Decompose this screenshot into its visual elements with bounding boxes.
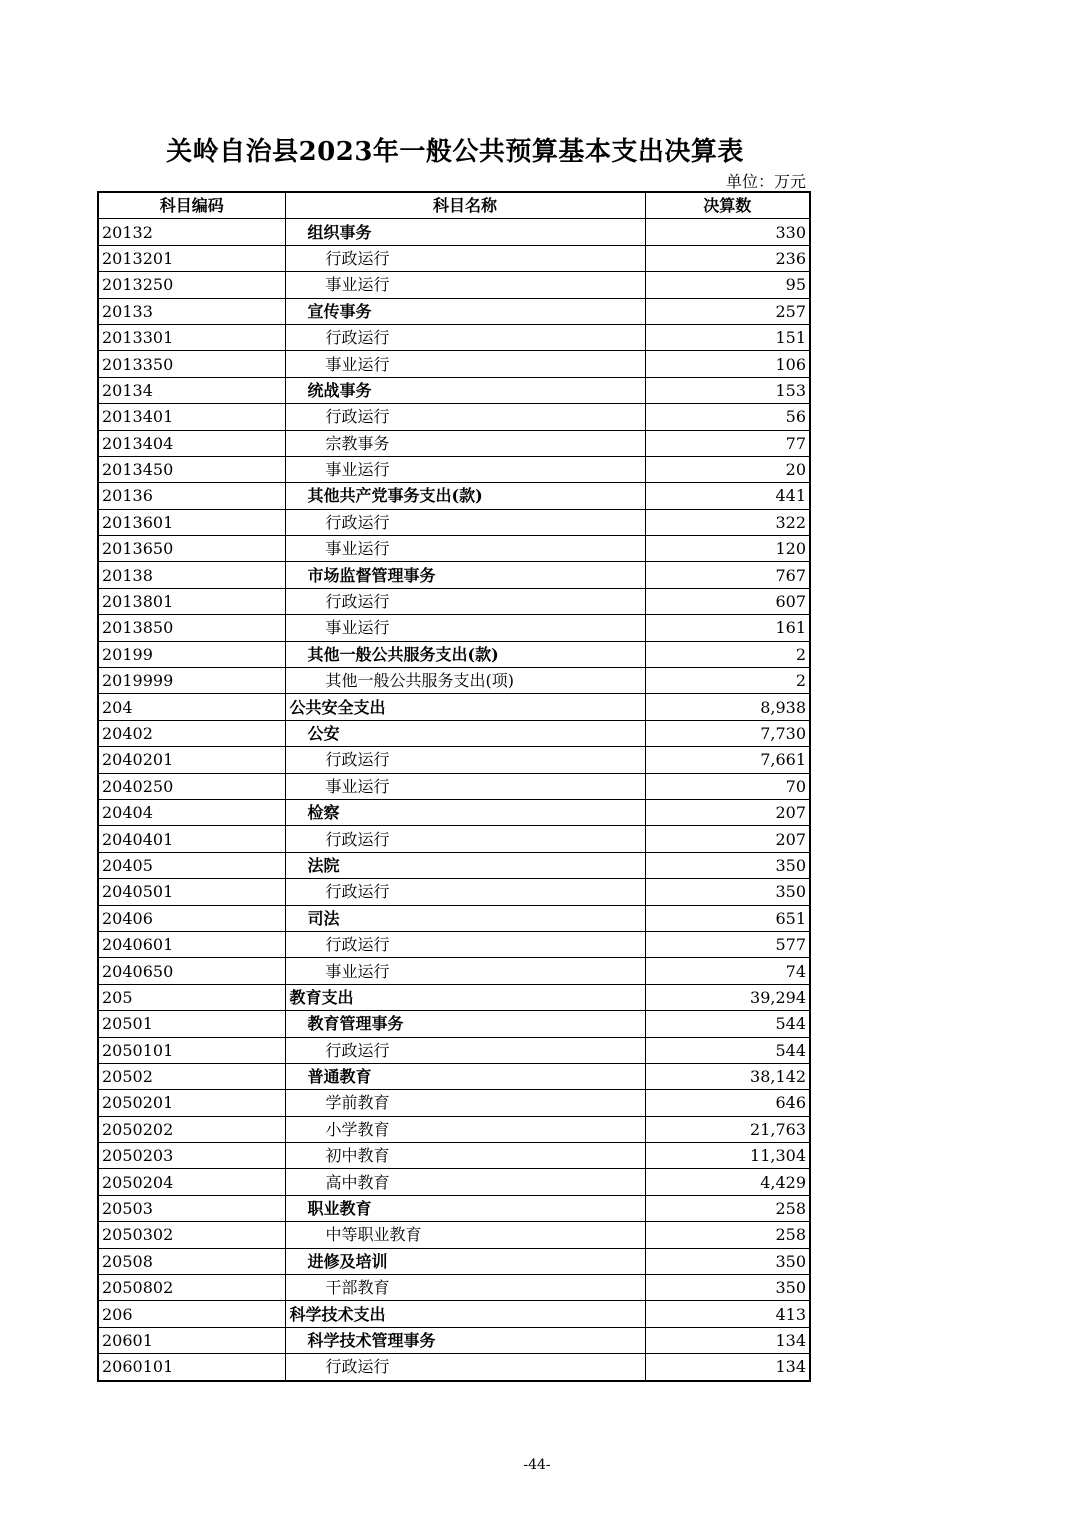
row-code: 20132 — [98, 219, 285, 245]
row-name: 公安 — [285, 720, 645, 746]
row-code: 2019999 — [98, 668, 285, 694]
row-code: 20138 — [98, 562, 285, 588]
table-row — [98, 562, 810, 588]
row-name: 干部教育 — [285, 1275, 645, 1301]
table-row — [98, 958, 810, 984]
row-code: 2040501 — [98, 879, 285, 905]
row-code: 20133 — [98, 298, 285, 324]
table-row — [98, 694, 810, 720]
row-code: 2040201 — [98, 747, 285, 773]
table-row — [98, 615, 810, 641]
table-row — [98, 245, 810, 271]
table-row — [98, 509, 810, 535]
table-row — [98, 404, 810, 430]
table-row — [98, 852, 810, 878]
table-row — [98, 456, 810, 482]
table-row — [98, 1327, 810, 1353]
table-row — [98, 536, 810, 562]
row-code: 2013401 — [98, 404, 285, 430]
table-row — [98, 1354, 810, 1381]
table-row — [98, 219, 810, 245]
row-name: 进修及培训 — [285, 1248, 645, 1274]
row-name: 教育管理事务 — [285, 1011, 645, 1037]
row-name: 市场监督管理事务 — [285, 562, 645, 588]
row-name: 教育支出 — [285, 984, 645, 1010]
table-row — [98, 905, 810, 931]
row-amount: 95 — [645, 272, 810, 298]
row-amount: 120 — [645, 536, 810, 562]
row-name: 行政运行 — [285, 931, 645, 957]
row-code: 2040250 — [98, 773, 285, 799]
table-row — [98, 377, 810, 403]
table-row — [98, 1248, 810, 1274]
row-amount: 11,304 — [645, 1143, 810, 1169]
row-code: 2013650 — [98, 536, 285, 562]
row-code: 2013801 — [98, 588, 285, 614]
row-amount: 350 — [645, 1275, 810, 1301]
row-name: 科学技术管理事务 — [285, 1327, 645, 1353]
row-amount: 207 — [645, 826, 810, 852]
row-amount: 646 — [645, 1090, 810, 1116]
row-name: 事业运行 — [285, 958, 645, 984]
row-code: 2050302 — [98, 1222, 285, 1248]
row-code: 206 — [98, 1301, 285, 1327]
table-row — [98, 351, 810, 377]
table-row — [98, 1090, 810, 1116]
table-row — [98, 430, 810, 456]
row-amount: 70 — [645, 773, 810, 799]
row-name: 行政运行 — [285, 509, 645, 535]
table-row — [98, 1143, 810, 1169]
row-name: 科学技术支出 — [285, 1301, 645, 1327]
row-amount: 236 — [645, 245, 810, 271]
row-code: 2050202 — [98, 1116, 285, 1142]
row-amount: 2 — [645, 641, 810, 667]
table-row — [98, 879, 810, 905]
row-name: 公共安全支出 — [285, 694, 645, 720]
row-code: 2040601 — [98, 931, 285, 957]
row-name: 组织事务 — [285, 219, 645, 245]
table-row — [98, 588, 810, 614]
row-code: 2060101 — [98, 1354, 285, 1381]
row-code: 20503 — [98, 1195, 285, 1221]
row-amount: 106 — [645, 351, 810, 377]
header-amount: 决算数 — [645, 192, 810, 219]
header-name: 科目名称 — [285, 192, 645, 219]
table-row — [98, 1037, 810, 1063]
row-code: 20405 — [98, 852, 285, 878]
table-row — [98, 826, 810, 852]
row-amount: 8,938 — [645, 694, 810, 720]
table-row — [98, 931, 810, 957]
row-amount: 74 — [645, 958, 810, 984]
row-code: 20508 — [98, 1248, 285, 1274]
table-row — [98, 272, 810, 298]
row-amount: 651 — [645, 905, 810, 931]
row-amount: 207 — [645, 799, 810, 825]
row-amount: 330 — [645, 219, 810, 245]
table-row — [98, 1169, 810, 1195]
row-name: 普通教育 — [285, 1063, 645, 1089]
row-amount: 21,763 — [645, 1116, 810, 1142]
row-name: 行政运行 — [285, 826, 645, 852]
row-code: 2050802 — [98, 1275, 285, 1301]
row-amount: 350 — [645, 879, 810, 905]
row-name: 法院 — [285, 852, 645, 878]
row-code: 2050203 — [98, 1143, 285, 1169]
row-amount: 2 — [645, 668, 810, 694]
row-code: 2013350 — [98, 351, 285, 377]
row-amount: 258 — [645, 1195, 810, 1221]
row-amount: 7,661 — [645, 747, 810, 773]
table-row — [98, 324, 810, 350]
row-code: 2040401 — [98, 826, 285, 852]
row-amount: 4,429 — [645, 1169, 810, 1195]
row-name: 行政运行 — [285, 1354, 645, 1381]
table-row — [98, 1011, 810, 1037]
row-name: 其他共产党事务支出(款) — [285, 483, 645, 509]
row-name: 职业教育 — [285, 1195, 645, 1221]
row-amount: 20 — [645, 456, 810, 482]
row-code: 20406 — [98, 905, 285, 931]
row-name: 行政运行 — [285, 588, 645, 614]
unit-label: 单位：万元 — [725, 172, 806, 191]
row-code: 204 — [98, 694, 285, 720]
table-row — [98, 747, 810, 773]
row-code: 2040650 — [98, 958, 285, 984]
row-name: 其他一般公共服务支出(项) — [285, 668, 645, 694]
row-code: 20402 — [98, 720, 285, 746]
row-code: 2013404 — [98, 430, 285, 456]
row-name: 行政运行 — [285, 879, 645, 905]
row-amount: 257 — [645, 298, 810, 324]
table-row — [98, 799, 810, 825]
row-code: 2050201 — [98, 1090, 285, 1116]
row-amount: 413 — [645, 1301, 810, 1327]
header-code: 科目编码 — [98, 192, 285, 219]
row-name: 行政运行 — [285, 245, 645, 271]
row-amount: 77 — [645, 430, 810, 456]
row-name: 宣传事务 — [285, 298, 645, 324]
row-code: 20136 — [98, 483, 285, 509]
row-name: 司法 — [285, 905, 645, 931]
row-code: 2013850 — [98, 615, 285, 641]
row-name: 行政运行 — [285, 324, 645, 350]
row-name: 检察 — [285, 799, 645, 825]
row-code: 2013301 — [98, 324, 285, 350]
row-code: 2013601 — [98, 509, 285, 535]
row-amount: 607 — [645, 588, 810, 614]
table-row — [98, 641, 810, 667]
row-name: 事业运行 — [285, 536, 645, 562]
row-code: 2013250 — [98, 272, 285, 298]
row-name: 事业运行 — [285, 272, 645, 298]
table-row — [98, 1275, 810, 1301]
row-amount: 544 — [645, 1011, 810, 1037]
row-code: 2013201 — [98, 245, 285, 271]
row-name: 行政运行 — [285, 404, 645, 430]
row-name: 其他一般公共服务支出(款) — [285, 641, 645, 667]
row-name: 中等职业教育 — [285, 1222, 645, 1248]
table-row — [98, 1195, 810, 1221]
table-row — [98, 773, 810, 799]
row-amount: 350 — [645, 852, 810, 878]
row-code: 2050101 — [98, 1037, 285, 1063]
row-name: 事业运行 — [285, 351, 645, 377]
row-code: 20404 — [98, 799, 285, 825]
row-code: 20199 — [98, 641, 285, 667]
row-amount: 161 — [645, 615, 810, 641]
row-amount: 544 — [645, 1037, 810, 1063]
row-code: 20502 — [98, 1063, 285, 1089]
row-name: 行政运行 — [285, 1037, 645, 1063]
row-amount: 577 — [645, 931, 810, 957]
table-row — [98, 1301, 810, 1327]
row-amount: 258 — [645, 1222, 810, 1248]
budget-table — [97, 191, 811, 1382]
row-code: 20501 — [98, 1011, 285, 1037]
page-number: -44- — [523, 1457, 551, 1473]
table-row — [98, 1063, 810, 1089]
table-row — [98, 720, 810, 746]
row-name: 学前教育 — [285, 1090, 645, 1116]
row-amount: 322 — [645, 509, 810, 535]
row-amount: 38,142 — [645, 1063, 810, 1089]
row-amount: 7,730 — [645, 720, 810, 746]
row-code: 205 — [98, 984, 285, 1010]
row-amount: 153 — [645, 377, 810, 403]
row-code: 2050204 — [98, 1169, 285, 1195]
row-name: 事业运行 — [285, 615, 645, 641]
table-body — [98, 219, 810, 1381]
row-name: 宗教事务 — [285, 430, 645, 456]
row-amount: 56 — [645, 404, 810, 430]
row-amount: 39,294 — [645, 984, 810, 1010]
row-code: 20601 — [98, 1327, 285, 1353]
table-row — [98, 483, 810, 509]
row-code: 20134 — [98, 377, 285, 403]
row-amount: 151 — [645, 324, 810, 350]
row-name: 高中教育 — [285, 1169, 645, 1195]
row-name: 小学教育 — [285, 1116, 645, 1142]
page-title: 关岭自治县2023年一般公共预算基本支出决算表 — [166, 137, 744, 167]
table-row — [98, 984, 810, 1010]
row-amount: 350 — [645, 1248, 810, 1274]
row-amount: 134 — [645, 1354, 810, 1381]
table-header-row — [98, 192, 810, 219]
table-row — [98, 1116, 810, 1142]
table-row — [98, 298, 810, 324]
row-amount: 441 — [645, 483, 810, 509]
row-name: 事业运行 — [285, 773, 645, 799]
row-amount: 134 — [645, 1327, 810, 1353]
row-name: 行政运行 — [285, 747, 645, 773]
table-row — [98, 1222, 810, 1248]
row-name: 统战事务 — [285, 377, 645, 403]
row-name: 初中教育 — [285, 1143, 645, 1169]
table-row — [98, 668, 810, 694]
row-amount: 767 — [645, 562, 810, 588]
row-name: 事业运行 — [285, 456, 645, 482]
row-code: 2013450 — [98, 456, 285, 482]
